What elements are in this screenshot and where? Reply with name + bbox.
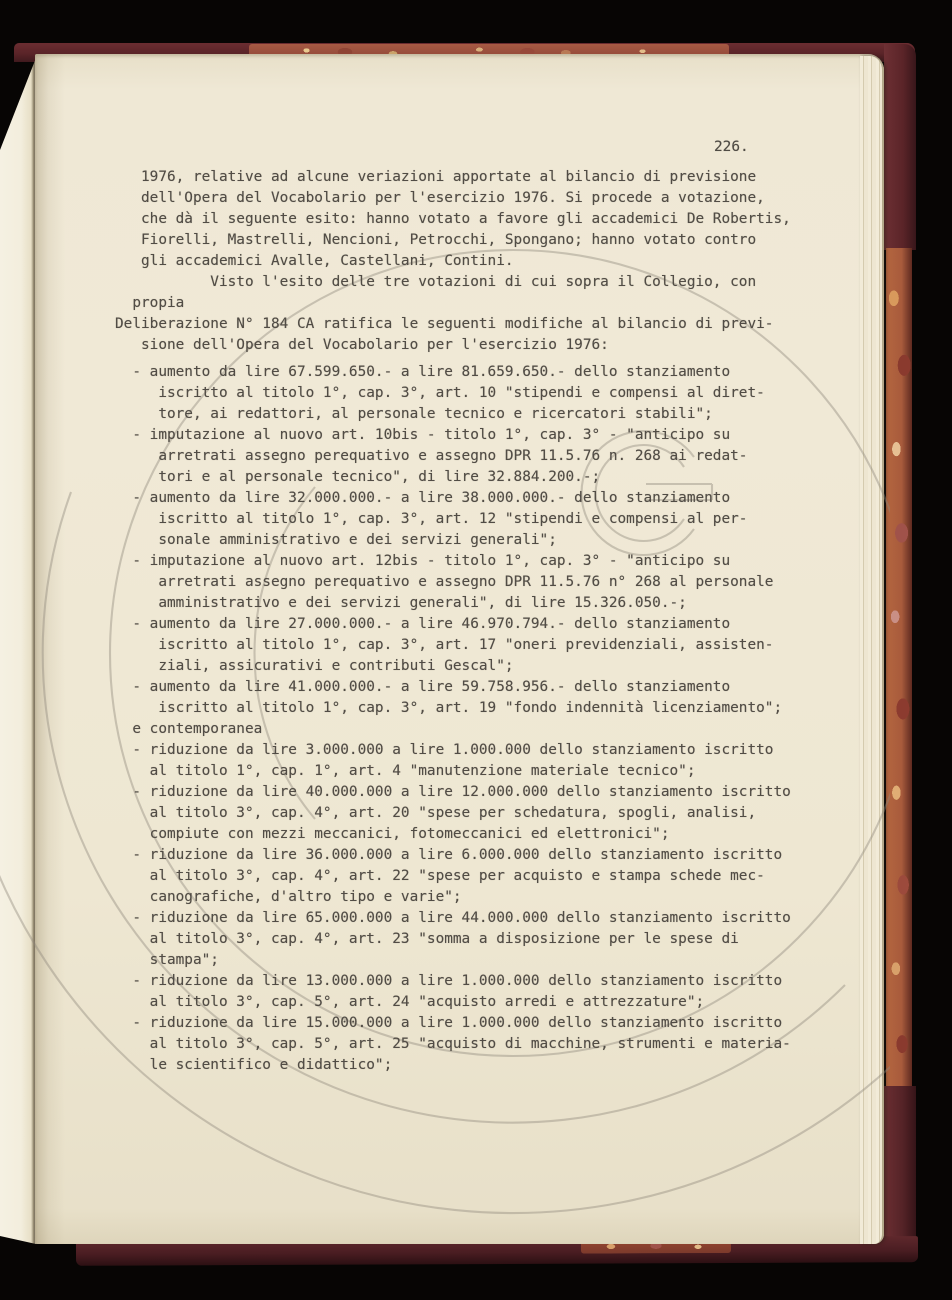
typewritten-line: 1976, relative ad alcune veriazioni apportate al bilancio di previsione — [115, 169, 757, 185]
book-cover-corner-bottom-right — [882, 1086, 916, 1256]
typewritten-line: canografiche, d'altro tipo e varie"; — [115, 889, 462, 905]
typewritten-line: - riduzione da lire 40.000.000 a lire 12.000.000 dello stanziamento iscritto — [115, 784, 791, 800]
typewritten-line: iscritto al titolo 1°, cap. 3°, art. 12 "stipendi e compensi al per- — [115, 511, 748, 527]
typewritten-line: dell'Opera del Vocabolario per l'esercizio 1976. Si procede a votazione, — [115, 190, 765, 206]
facing-page-edge — [0, 50, 36, 1246]
typewritten-line: compiute con mezzi meccanici, fotomeccanici ed elettronici"; — [115, 826, 670, 842]
typewritten-line: stampa"; — [115, 952, 219, 968]
page-number: 226. — [714, 139, 749, 155]
typewritten-line: iscritto al titolo 1°, cap. 3°, art. 17 "oneri previdenziali, assisten- — [115, 637, 774, 653]
typewritten-line: - aumento da lire 41.000.000.- a lire 59.758.956.- dello stanziamento — [115, 679, 731, 695]
typewritten-line: iscritto al titolo 1°, cap. 3°, art. 10 "stipendi e compensi al diret- — [115, 385, 765, 401]
typewritten-line: arretrati assegno perequativo e assegno DPR 11.5.76 n. 268 ai redat- — [115, 448, 748, 464]
typewritten-line: - riduzione da lire 36.000.000 a lire 6.000.000 dello stanziamento iscritto — [115, 847, 783, 863]
typewritten-line: - riduzione da lire 3.000.000 a lire 1.000.000 dello stanziamento iscritto — [115, 742, 774, 758]
typewritten-line: al titolo 3°, cap. 5°, art. 24 "acquisto arredi e attrezzature"; — [115, 994, 705, 1010]
typewritten-line: al titolo 1°, cap. 1°, art. 4 "manutenzione materiale tecnico"; — [115, 763, 696, 779]
typewritten-line: che dà il seguente esito: hanno votato a favore gli accademici De Robertis, — [115, 211, 791, 227]
typewritten-line: - imputazione al nuovo art. 10bis - titolo 1°, cap. 3° - "anticipo su — [115, 427, 731, 443]
typewritten-line: - riduzione da lire 15.000.000 a lire 1.000.000 dello stanziamento iscritto — [115, 1015, 783, 1031]
typewritten-line: Deliberazione N° 184 CA ratifica le seguenti modifiche al bilancio di previ- — [115, 316, 774, 332]
typewritten-line: al titolo 3°, cap. 4°, art. 22 "spese per acquisto e stampa schede mec- — [115, 868, 765, 884]
typewritten-line: - aumento da lire 27.000.000.- a lire 46.970.794.- dello stanziamento — [115, 616, 731, 632]
typewritten-line: tori e al personale tecnico", di lire 32.884.200.-; — [115, 469, 601, 485]
typewritten-text — [115, 167, 791, 1076]
typewritten-line: arretrati assegno perequativo e assegno DPR 11.5.76 n° 268 al personale — [115, 574, 774, 590]
typewritten-line: - riduzione da lire 13.000.000 a lire 1.000.000 dello stanziamento iscritto — [115, 973, 783, 989]
typewritten-line: Visto l'esito delle tre votazioni di cui sopra il Collegio, con — [115, 274, 757, 290]
typewritten-line: al titolo 3°, cap. 4°, art. 20 "spese per schedatura, spogli, analisi, — [115, 805, 757, 821]
typewritten-line: gli accademici Avalle, Castellani, Contini. — [115, 253, 514, 269]
typewritten-line: sione dell'Opera del Vocabolario per l'esercizio 1976: — [115, 337, 609, 353]
typewritten-line: sonale amministrativo e dei servizi generali"; — [115, 532, 557, 548]
typewritten-line: Fiorelli, Mastrelli, Nencioni, Petrocchi, Spongano; hanno votato contro — [115, 232, 757, 248]
typewritten-line: amministrativo e dei servizi generali", di lire 15.326.050.-; — [115, 595, 687, 611]
typewritten-line: al titolo 3°, cap. 4°, art. 23 "somma a disposizione per le spese di — [115, 931, 739, 947]
typewritten-line: - aumento da lire 32.000.000.- a lire 38.000.000.- dello stanziamento — [115, 490, 731, 506]
marbled-board-edge-right — [886, 248, 912, 1086]
typewritten-line: - imputazione al nuovo art. 12bis - titolo 1°, cap. 3° - "anticipo su — [115, 553, 731, 569]
typewritten-line: e contemporanea — [115, 721, 263, 737]
typewritten-line: propia — [115, 295, 185, 311]
typewritten-line: tore, ai redattori, al personale tecnico e ricercatori stabili"; — [115, 406, 713, 422]
typewritten-line: iscritto al titolo 1°, cap. 3°, art. 19 "fondo indennità licenziamento"; — [115, 700, 783, 716]
typewritten-line: - riduzione da lire 65.000.000 a lire 44.000.000 dello stanziamento iscritto — [115, 910, 791, 926]
typewritten-line: - aumento da lire 67.599.650.- a lire 81.659.650.- dello stanziamento — [115, 364, 731, 380]
typewritten-line: al titolo 3°, cap. 5°, art. 25 "acquisto di macchine, strumenti e materia- — [115, 1036, 791, 1052]
typewritten-line: le scientifico e didattico"; — [115, 1057, 393, 1073]
book-cover-corner-top-right — [884, 44, 916, 250]
typewritten-line: ziali, assicurativi e contributi Gescal"; — [115, 658, 514, 674]
